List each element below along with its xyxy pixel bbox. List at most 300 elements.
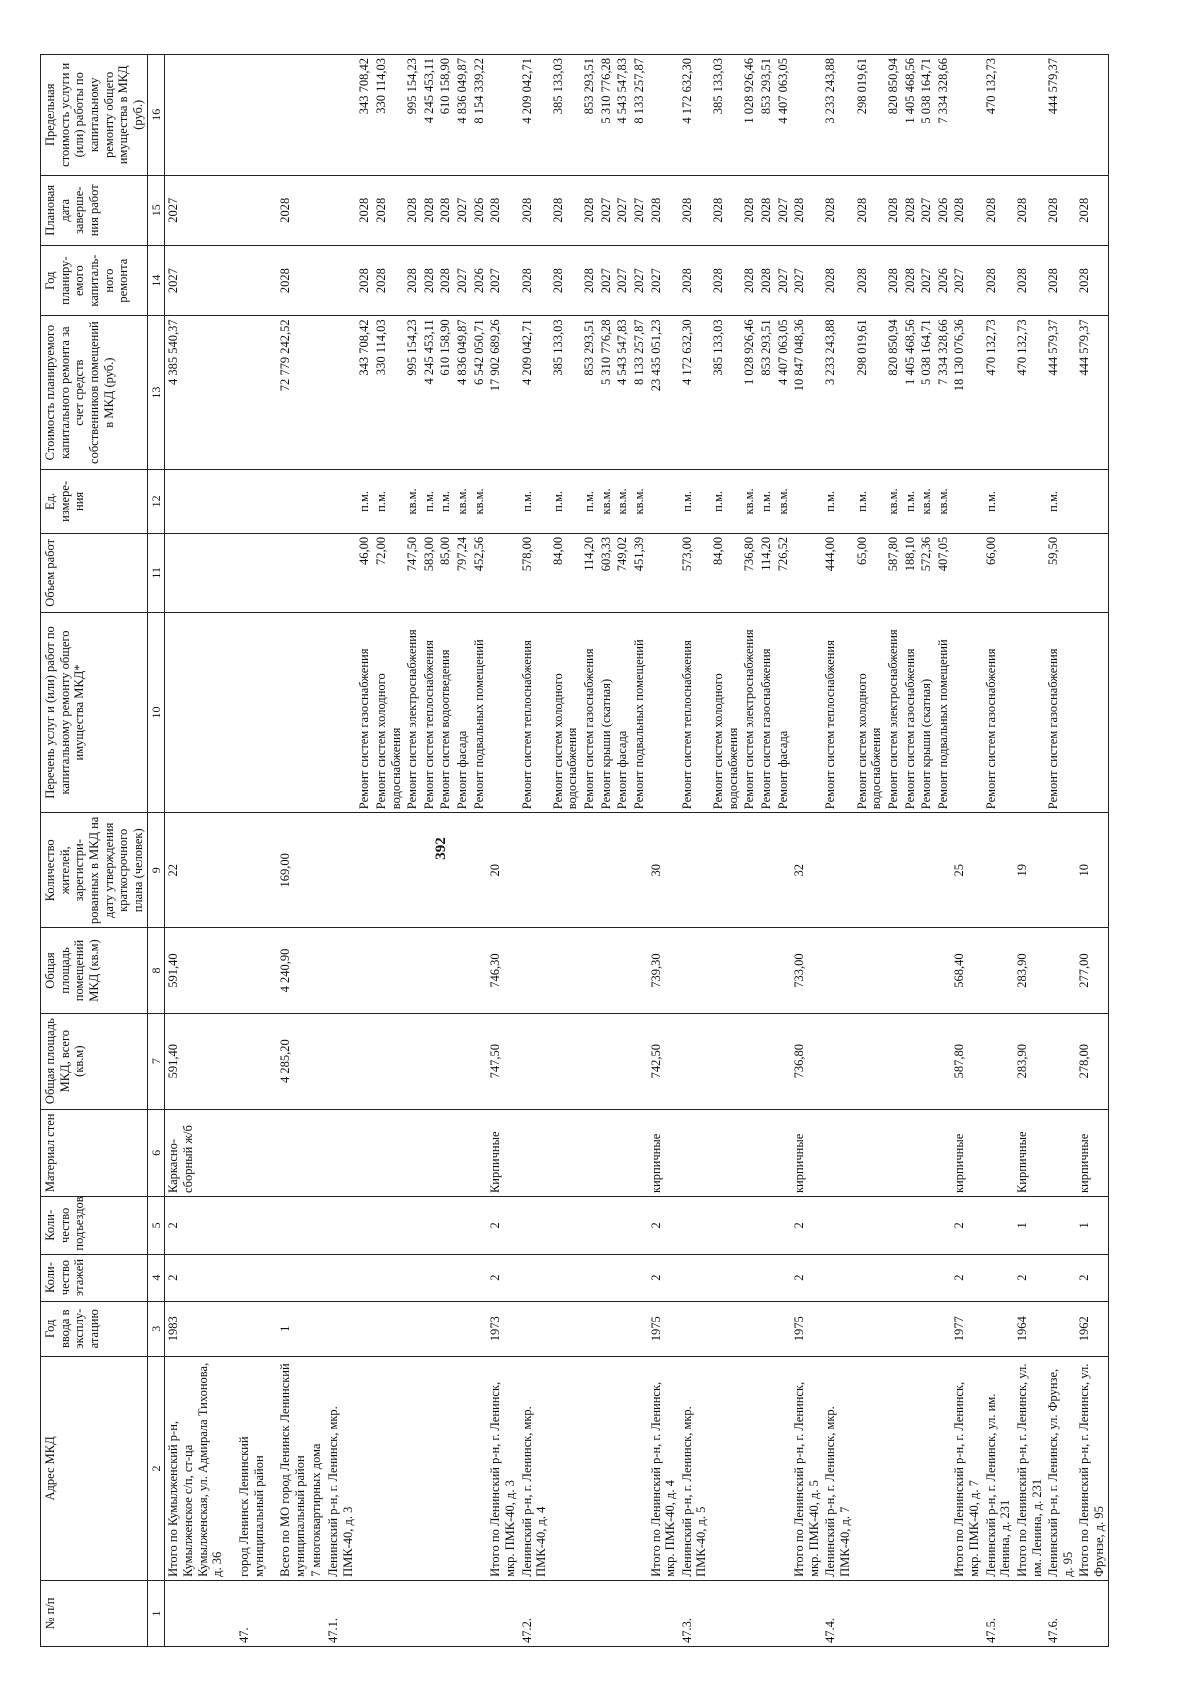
- cost-cell: 23 435 051,23: [648, 316, 679, 470]
- year-cell: [550, 1301, 581, 1356]
- limit-cost-cell: 385 133,03: [710, 55, 741, 176]
- floors-cell: [679, 1254, 710, 1301]
- work-type-cell: Ремонт систем холодного водоснабжения: [710, 612, 741, 812]
- volume-cell: 114,20: [581, 533, 598, 612]
- floors-cell: [550, 1254, 581, 1301]
- end-date-cell: 2028: [951, 175, 982, 245]
- work-type-cell: [1076, 612, 1108, 812]
- limit-cost-cell: [791, 55, 822, 176]
- address-cell: Ленинский р-н, г. Ленинск, мкр. ПМК-40, д. 3: [325, 1356, 356, 1580]
- material-cell: [581, 1109, 598, 1196]
- table-row: [581, 55, 598, 1647]
- material-cell: [373, 1109, 404, 1196]
- residents-cell: 169,00: [277, 813, 308, 928]
- work-type-cell: [308, 612, 325, 812]
- end-date-cell: 2028: [648, 175, 679, 245]
- year-cell: [581, 1301, 598, 1356]
- end-date-cell: 2028: [404, 175, 421, 245]
- floors-cell: [822, 1254, 853, 1301]
- material-cell: кирпичные: [791, 1109, 822, 1196]
- rooms-area-cell: [267, 928, 277, 1013]
- col-header: Ед. измере-ния: [41, 469, 148, 533]
- total-area-cell: [226, 1013, 236, 1109]
- material-cell: [631, 1109, 648, 1196]
- material-cell: [885, 1109, 902, 1196]
- material-cell: [421, 1109, 438, 1196]
- capital-repair-table: [40, 54, 1109, 1647]
- rooms-area-cell: 277,00: [1076, 928, 1108, 1013]
- entrances-cell: [631, 1197, 648, 1255]
- year-cell: 1983: [165, 1301, 226, 1356]
- col-number: 3: [148, 1301, 165, 1356]
- table-row: [373, 55, 404, 1647]
- year-cell: [471, 1301, 488, 1356]
- limit-cost-cell: 610 158,90: [437, 55, 454, 176]
- rooms-area-cell: [471, 928, 488, 1013]
- total-area-cell: [421, 1013, 438, 1109]
- material-cell: [758, 1109, 775, 1196]
- row-number: [775, 1580, 792, 1646]
- limit-cost-cell: [1014, 55, 1045, 176]
- residents-cell: [775, 813, 792, 928]
- plan-year-cell: 2028: [1045, 245, 1076, 315]
- end-date-cell: 2028: [758, 175, 775, 245]
- total-area-cell: [983, 1013, 1014, 1109]
- residents-cell: [581, 813, 598, 928]
- total-area-cell: [854, 1013, 885, 1109]
- plan-year-cell: 2027: [648, 245, 679, 315]
- cost-cell: 3 233 243,88: [822, 316, 853, 470]
- total-area-cell: [308, 1013, 325, 1109]
- address-cell: [404, 1356, 421, 1580]
- residents-cell: [631, 813, 648, 928]
- floors-cell: [614, 1254, 631, 1301]
- row-number: [277, 1580, 308, 1646]
- rooms-area-cell: [902, 928, 919, 1013]
- address-cell: [741, 1356, 758, 1580]
- table-row: [791, 55, 822, 1647]
- volume-cell: 578,00: [519, 533, 550, 612]
- row-number: [741, 1580, 758, 1646]
- floors-cell: [267, 1254, 277, 1301]
- cost-cell: 330 114,03: [373, 316, 404, 470]
- unit-cell: кв.м.: [885, 469, 902, 533]
- row-number: 47.3.: [679, 1580, 710, 1646]
- total-area-cell: [741, 1013, 758, 1109]
- end-date-cell: 2028: [710, 175, 741, 245]
- material-cell: [404, 1109, 421, 1196]
- header-row: [41, 55, 148, 1647]
- material-cell: [267, 1109, 277, 1196]
- cost-cell: 17 902 689,26: [487, 316, 518, 470]
- entrances-cell: [983, 1197, 1014, 1255]
- work-type-cell: [325, 612, 356, 812]
- plan-year-cell: 2027: [775, 245, 792, 315]
- limit-cost-cell: 820 850,94: [885, 55, 902, 176]
- cost-cell: [267, 316, 277, 470]
- address-cell: город Ленинск Ленинский муниципальный район: [236, 1356, 267, 1580]
- unit-cell: [1014, 469, 1045, 533]
- year-cell: [421, 1301, 438, 1356]
- unit-cell: п.м.: [550, 469, 581, 533]
- rooms-area-cell: [679, 928, 710, 1013]
- work-type-cell: Ремонт систем газоснабжения: [356, 612, 373, 812]
- material-cell: [1045, 1109, 1076, 1196]
- floors-cell: [308, 1254, 325, 1301]
- table-row: [487, 55, 518, 1647]
- material-cell: [277, 1109, 308, 1196]
- col-header: Общая площадь помещений МКД (кв.м): [41, 928, 148, 1013]
- limit-cost-cell: 5 310 776,28: [598, 55, 615, 176]
- plan-year-cell: 2028: [437, 245, 454, 315]
- work-type-cell: Ремонт систем холодного водоснабжения: [854, 612, 885, 812]
- floors-cell: [437, 1254, 454, 1301]
- table-row: [710, 55, 741, 1647]
- rooms-area-cell: 568,40: [951, 928, 982, 1013]
- col-number: 9: [148, 813, 165, 928]
- floors-cell: [758, 1254, 775, 1301]
- residents-cell: [308, 813, 325, 928]
- work-type-cell: Ремонт крыши (скатная): [918, 612, 935, 812]
- year-cell: [822, 1301, 853, 1356]
- work-type-cell: Ремонт подвальных помещений: [935, 612, 952, 812]
- rooms-area-cell: [236, 928, 267, 1013]
- cost-cell: 72 779 242,52: [277, 316, 308, 470]
- material-cell: [519, 1109, 550, 1196]
- entrances-cell: [356, 1197, 373, 1255]
- cost-cell: [325, 316, 356, 470]
- cost-cell: 4 385 540,37: [165, 316, 226, 470]
- address-cell: [758, 1356, 775, 1580]
- residents-cell: 20: [487, 813, 518, 928]
- address-cell: [454, 1356, 471, 1580]
- volume-cell: 59,50: [1045, 533, 1076, 612]
- address-cell: Итого по Ленинский р-н, г. Ленинск, мкр. ПМК-40, д. 4: [648, 1356, 679, 1580]
- rooms-area-cell: [519, 928, 550, 1013]
- volume-cell: [308, 533, 325, 612]
- entrances-cell: [854, 1197, 885, 1255]
- rooms-area-cell: [373, 928, 404, 1013]
- residents-cell: [1045, 813, 1076, 928]
- work-type-cell: [277, 612, 308, 812]
- year-cell: [226, 1301, 236, 1356]
- table-row: [325, 55, 356, 1647]
- address-cell: [437, 1356, 454, 1580]
- residents-cell: [679, 813, 710, 928]
- plan-year-cell: 2027: [598, 245, 615, 315]
- table-row: [885, 55, 902, 1647]
- volume-cell: 46,00: [356, 533, 373, 612]
- floors-cell: [918, 1254, 935, 1301]
- work-type-cell: Ремонт систем теплоснабжения: [421, 612, 438, 812]
- end-date-cell: 2028: [1045, 175, 1076, 245]
- col-number: 2: [148, 1356, 165, 1580]
- table-row: [1045, 55, 1076, 1647]
- address-cell: Итого по Ленинский р-н, г. Ленинск, мкр. ПМК-40, д. 7: [951, 1356, 982, 1580]
- spacer-row: [226, 55, 236, 1647]
- limit-cost-cell: 7 334 328,66: [935, 55, 952, 176]
- work-type-cell: Ремонт подвальных помещений: [631, 612, 648, 812]
- end-date-cell: 2028: [854, 175, 885, 245]
- total-area-cell: [935, 1013, 952, 1109]
- total-area-cell: [356, 1013, 373, 1109]
- row-number: 47.: [236, 1580, 267, 1646]
- limit-cost-cell: 853 293,51: [758, 55, 775, 176]
- address-cell: [581, 1356, 598, 1580]
- floors-cell: 2: [487, 1254, 518, 1301]
- limit-cost-cell: 4 245 453,11: [421, 55, 438, 176]
- year-cell: [437, 1301, 454, 1356]
- limit-cost-cell: [226, 55, 236, 176]
- volume-cell: [325, 533, 356, 612]
- end-date-cell: 2028: [902, 175, 919, 245]
- volume-cell: 65,00: [854, 533, 885, 612]
- work-type-cell: Ремонт фасада: [614, 612, 631, 812]
- cost-cell: 5 038 164,71: [918, 316, 935, 470]
- address-cell: [935, 1356, 952, 1580]
- total-area-cell: [631, 1013, 648, 1109]
- entrances-cell: [710, 1197, 741, 1255]
- row-number: 47.6.: [1045, 1580, 1076, 1646]
- address-cell: Итого по Ленинский р-н, г. Ленинск, мкр. ПМК-40, д. 5: [791, 1356, 822, 1580]
- row-number: [404, 1580, 421, 1646]
- volume-cell: 747,50: [404, 533, 421, 612]
- rooms-area-cell: [614, 928, 631, 1013]
- rooms-area-cell: [404, 928, 421, 1013]
- work-type-cell: Ремонт систем холодного водоснабжения: [373, 612, 404, 812]
- plan-year-cell: 2027: [918, 245, 935, 315]
- col-number: 7: [148, 1013, 165, 1109]
- floors-cell: [373, 1254, 404, 1301]
- year-cell: 1: [277, 1301, 308, 1356]
- table-row: [165, 55, 226, 1647]
- address-cell: [598, 1356, 615, 1580]
- year-cell: [854, 1301, 885, 1356]
- cost-cell: 995 154,23: [404, 316, 421, 470]
- unit-cell: [487, 469, 518, 533]
- limit-cost-cell: 4 407 063,05: [775, 55, 792, 176]
- address-cell: [885, 1356, 902, 1580]
- table-row: [1076, 55, 1108, 1647]
- address-cell: Итого по Ленинский р-н, г. Ленинск, ул. им. Ленина, д. 231: [1014, 1356, 1045, 1580]
- end-date-cell: 2028: [741, 175, 758, 245]
- residents-cell: [404, 813, 421, 928]
- rooms-area-cell: [631, 928, 648, 1013]
- table-row: [437, 55, 454, 1647]
- volume-cell: 444,00: [822, 533, 853, 612]
- work-type-cell: [236, 612, 267, 812]
- rooms-area-cell: 591,40: [165, 928, 226, 1013]
- end-date-cell: 2028: [581, 175, 598, 245]
- col-header: Перечень услуг и (или) работ по капитальному ремонту общего имущества МКД*: [41, 612, 148, 812]
- residents-cell: [325, 813, 356, 928]
- unit-cell: п.м.: [356, 469, 373, 533]
- work-type-cell: Ремонт фасада: [454, 612, 471, 812]
- residents-cell: 10: [1076, 813, 1108, 928]
- year-cell: 1962: [1076, 1301, 1108, 1356]
- rooms-area-cell: [421, 928, 438, 1013]
- limit-cost-cell: 8 154 339,22: [471, 55, 488, 176]
- unit-cell: [951, 469, 982, 533]
- end-date-cell: 2027: [775, 175, 792, 245]
- floors-cell: [902, 1254, 919, 1301]
- entrances-cell: [1045, 1197, 1076, 1255]
- plan-year-cell: 2028: [854, 245, 885, 315]
- table-row: [854, 55, 885, 1647]
- residents-cell: 32: [791, 813, 822, 928]
- cost-cell: 470 132,73: [983, 316, 1014, 470]
- unit-cell: [277, 469, 308, 533]
- unit-cell: п.м.: [983, 469, 1014, 533]
- year-cell: [454, 1301, 471, 1356]
- volume-cell: 188,10: [902, 533, 919, 612]
- work-type-cell: Ремонт систем электроснабжения: [885, 612, 902, 812]
- unit-cell: [791, 469, 822, 533]
- residents-cell: [598, 813, 615, 928]
- floors-cell: [454, 1254, 471, 1301]
- limit-cost-cell: 4 543 547,83: [614, 55, 631, 176]
- residents-cell: [885, 813, 902, 928]
- limit-cost-cell: [267, 55, 277, 176]
- limit-cost-cell: 4 172 632,30: [679, 55, 710, 176]
- row-number: [421, 1580, 438, 1646]
- plan-year-cell: 2028: [679, 245, 710, 315]
- col-header: Год планиру-емого капиталь-ного ремонта: [41, 245, 148, 315]
- work-type-cell: [226, 612, 236, 812]
- cost-cell: 343 708,42: [356, 316, 373, 470]
- floors-cell: [236, 1254, 267, 1301]
- entrances-cell: 1: [1076, 1197, 1108, 1255]
- table-row: [614, 55, 631, 1647]
- volume-cell: 84,00: [550, 533, 581, 612]
- limit-cost-cell: 343 708,42: [356, 55, 373, 176]
- year-cell: [918, 1301, 935, 1356]
- cost-cell: [236, 316, 267, 470]
- material-cell: [308, 1109, 325, 1196]
- address-cell: [356, 1356, 373, 1580]
- limit-cost-cell: 444 579,37: [1045, 55, 1076, 176]
- plan-year-cell: 2028: [710, 245, 741, 315]
- floors-cell: [519, 1254, 550, 1301]
- row-number: 47.1.: [325, 1580, 356, 1646]
- end-date-cell: 2028: [356, 175, 373, 245]
- floors-cell: [1045, 1254, 1076, 1301]
- cost-cell: 8 133 257,87: [631, 316, 648, 470]
- rooms-area-cell: [550, 928, 581, 1013]
- year-cell: [356, 1301, 373, 1356]
- residents-cell: [437, 813, 454, 928]
- residents-cell: [758, 813, 775, 928]
- cost-cell: 5 310 776,28: [598, 316, 615, 470]
- total-area-cell: 587,80: [951, 1013, 982, 1109]
- work-type-cell: Ремонт фасада: [775, 612, 792, 812]
- year-cell: [935, 1301, 952, 1356]
- limit-cost-cell: [487, 55, 518, 176]
- row-number: [454, 1580, 471, 1646]
- plan-year-cell: 2028: [1076, 245, 1108, 315]
- end-date-cell: 2027: [918, 175, 935, 245]
- material-cell: [983, 1109, 1014, 1196]
- year-cell: 1977: [951, 1301, 982, 1356]
- cost-cell: 4 245 453,11: [421, 316, 438, 470]
- rooms-area-cell: [918, 928, 935, 1013]
- end-date-cell: 2026: [935, 175, 952, 245]
- col-number: 13: [148, 316, 165, 470]
- material-cell: [710, 1109, 741, 1196]
- unit-cell: кв.м.: [775, 469, 792, 533]
- residents-cell: [614, 813, 631, 928]
- volume-cell: 72,00: [373, 533, 404, 612]
- end-date-cell: 2028: [437, 175, 454, 245]
- entrances-cell: [267, 1197, 277, 1255]
- entrances-cell: 2: [165, 1197, 226, 1255]
- address-cell: Итого по Ленинский р-н, г. Ленинск, ул. Фрунзе, д. 95: [1076, 1356, 1108, 1580]
- floors-cell: [710, 1254, 741, 1301]
- col-header: Плановая дата заверше-ния работ: [41, 175, 148, 245]
- rooms-area-cell: [356, 928, 373, 1013]
- volume-cell: 452,56: [471, 533, 488, 612]
- residents-cell: [356, 813, 373, 928]
- year-cell: [1045, 1301, 1076, 1356]
- rooms-area-cell: 283,90: [1014, 928, 1045, 1013]
- plan-year-cell: 2028: [277, 245, 308, 315]
- plan-year-cell: 2027: [165, 245, 226, 315]
- material-cell: Кирпичные: [487, 1109, 518, 1196]
- row-number: [1014, 1580, 1045, 1646]
- entrances-cell: [454, 1197, 471, 1255]
- material-cell: [598, 1109, 615, 1196]
- table-row: [421, 55, 438, 1647]
- material-cell: [550, 1109, 581, 1196]
- total-area-cell: 736,80: [791, 1013, 822, 1109]
- plan-year-cell: 2028: [902, 245, 919, 315]
- table-row: [741, 55, 758, 1647]
- table-row: [758, 55, 775, 1647]
- address-cell: [373, 1356, 404, 1580]
- total-area-cell: [822, 1013, 853, 1109]
- work-type-cell: [165, 612, 226, 812]
- row-number: [598, 1580, 615, 1646]
- unit-cell: [1076, 469, 1108, 533]
- page-number: 392: [433, 837, 449, 860]
- entrances-cell: [885, 1197, 902, 1255]
- address-cell: [471, 1356, 488, 1580]
- col-header: Адрес МКД: [41, 1356, 148, 1580]
- unit-cell: [226, 469, 236, 533]
- row-number: [758, 1580, 775, 1646]
- residents-cell: [902, 813, 919, 928]
- year-cell: [741, 1301, 758, 1356]
- rooms-area-cell: [854, 928, 885, 1013]
- table-row: [454, 55, 471, 1647]
- end-date-cell: 2027: [598, 175, 615, 245]
- limit-cost-cell: [951, 55, 982, 176]
- address-cell: [918, 1356, 935, 1580]
- cost-cell: 385 133,03: [710, 316, 741, 470]
- rooms-area-cell: [226, 928, 236, 1013]
- col-header: Объем работ: [41, 533, 148, 612]
- limit-cost-cell: 853 293,51: [581, 55, 598, 176]
- table-row: [1014, 55, 1045, 1647]
- limit-cost-cell: [277, 55, 308, 176]
- volume-cell: [951, 533, 982, 612]
- unit-cell: кв.м.: [598, 469, 615, 533]
- address-cell: [614, 1356, 631, 1580]
- end-date-cell: 2028: [1014, 175, 1045, 245]
- address-cell: [550, 1356, 581, 1580]
- table-row: [308, 55, 325, 1647]
- plan-year-cell: 2026: [935, 245, 952, 315]
